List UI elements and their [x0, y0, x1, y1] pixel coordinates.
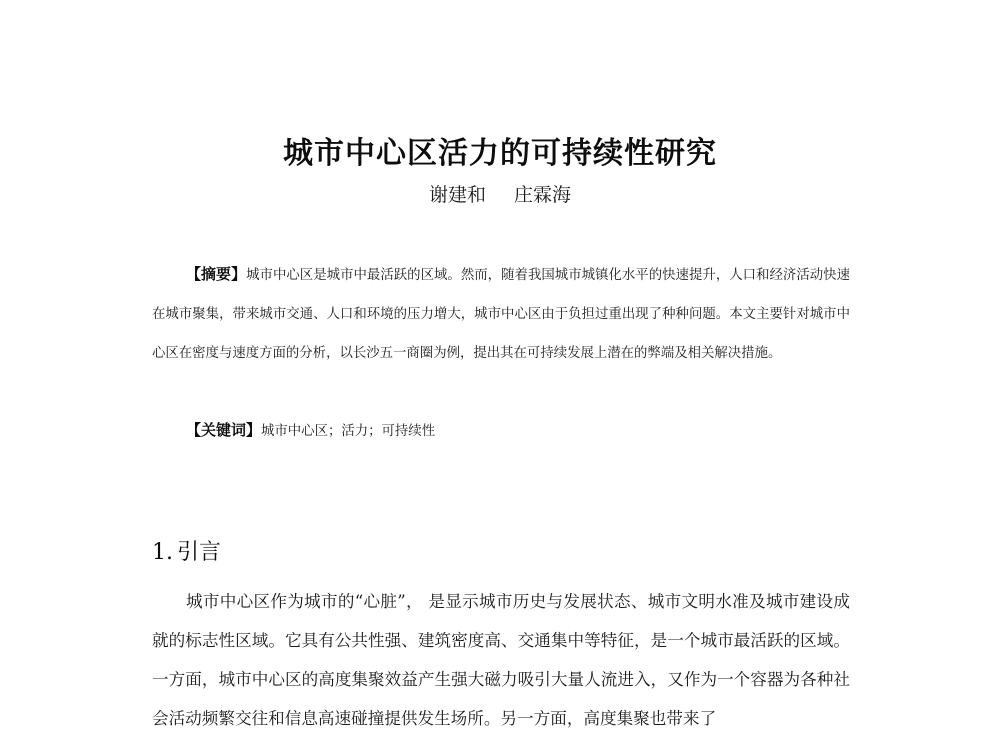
- body-paragraph: 城市中心区作为城市的“心脏”， 是显示城市历史与发展状态、城市文明水准及城市建设成就的标志性区域。它具有公共性强、建筑密度高、交通集中等特征，是一个城市最活跃的区域。一方面，城市中心区的高度集聚效益产生强大磁力吸引大量人流进入，又作为一个容器为各种社会活动频繁交往和信息高速碰撞提供发生场所。另一方面，高度集聚也带来了: [152, 592, 850, 728]
- section-title: 引言: [177, 540, 222, 565]
- section-number: 1.: [152, 540, 173, 565]
- paper-title: 城市中心区活力的可持续性研究: [283, 136, 717, 171]
- keywords: [186, 415, 850, 447]
- abstract-label: 【摘要】: [186, 265, 247, 283]
- author-name: 谢建和: [428, 184, 486, 206]
- section-heading: [152, 535, 221, 566]
- author-name: 庄霖海: [514, 184, 572, 206]
- author-list: [0, 180, 1000, 207]
- abstract: [152, 255, 850, 373]
- keywords-label: 【关键词】: [186, 421, 262, 439]
- abstract-text: 城市中心区是城市中最活跃的区域。然而，随着我国城市城镇化水平的快速提升，人口和经济活动快速在城市聚集，带来城市交通、人口和环境的压力增大，城市中心区由于负担过重出现了种种问题。本文主要针对城市中心区在密度与速度方面的分析，以长沙五一商圈为例，提出其在可持续发展上潜在的弊端及相关解决措施。: [152, 268, 850, 361]
- keywords-text: 城市中心区；活力；可持续性: [261, 424, 436, 439]
